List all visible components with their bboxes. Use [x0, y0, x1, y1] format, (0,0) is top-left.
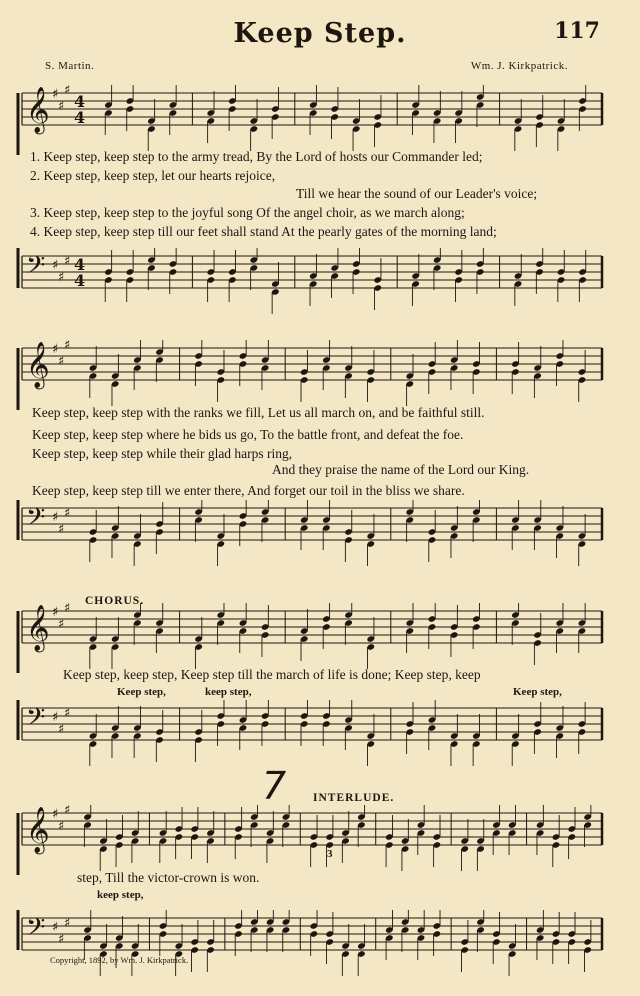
refrain-line-2: Keep step, keep step where he bids us go, To the battle front, and defeat the foe. [32, 427, 464, 442]
handwritten-annotation: 7 [262, 764, 287, 808]
triplet-mark: 3 [327, 848, 333, 860]
verse-line-2: 2. Keep step, keep step, let our hearts rejoice, [30, 168, 276, 183]
svg-text:♯: ♯ [52, 710, 59, 725]
svg-text:♯: ♯ [52, 807, 59, 822]
svg-text:𝄞: 𝄞 [26, 807, 50, 853]
svg-text:♯: ♯ [52, 87, 59, 102]
interlude-bass-words: keep step, [97, 889, 144, 901]
svg-text:𝄢: 𝄢 [26, 251, 46, 286]
svg-text:♯: ♯ [64, 340, 71, 353]
svg-text:♯: ♯ [58, 99, 65, 114]
hymn-title: Keep Step. [233, 18, 407, 49]
svg-text:♯: ♯ [58, 270, 65, 285]
svg-text:4: 4 [74, 271, 86, 290]
copyright-notice: Copyright, 1892, by Wm. J. Kirkpatrick. [50, 955, 189, 965]
svg-text:♯: ♯ [64, 254, 71, 269]
arranger-credit: Wm. J. Kirkpatrick. [470, 60, 568, 72]
system-1-treble-staff [0, 85, 640, 155]
refrain-line-4: Keep step, keep step till we enter there, And forget our toil in the bliss we share. [32, 483, 465, 498]
refrain-line-1: Keep step, keep step with the ranks we fill, Let us all march on, and be faithful still. [32, 405, 485, 420]
svg-text:♯: ♯ [58, 932, 65, 947]
refrain-line-3-cont: And they praise the name of the Lord our King. [272, 462, 530, 477]
svg-text:♯: ♯ [52, 258, 59, 273]
svg-text:𝄞: 𝄞 [26, 605, 50, 651]
svg-text:♯: ♯ [52, 605, 59, 620]
interlude-soprano-words: step, Till the victor-crown is won. [77, 870, 260, 885]
svg-text:♯: ♯ [58, 819, 65, 834]
system-4-bass-staff [0, 910, 640, 980]
svg-text:♯: ♯ [58, 354, 65, 369]
chorus-bass-word-3: Keep step, [513, 686, 562, 698]
verse-line-4: 4. Keep step, keep step till our feet shall stand At the pearly gates of the morning land; [30, 224, 497, 239]
system-2-treble-staff [0, 340, 640, 410]
svg-text:♯: ♯ [64, 85, 71, 98]
svg-text:♯: ♯ [52, 510, 59, 525]
svg-text:𝄞: 𝄞 [26, 87, 50, 133]
interlude-label: INTERLUDE. [313, 792, 395, 804]
svg-text:𝄢: 𝄢 [26, 913, 46, 948]
composer-credit: S. Martin. [45, 60, 95, 72]
system-4-treble-staff [0, 805, 640, 875]
svg-text:𝄞: 𝄞 [26, 342, 50, 388]
system-1-bass-staff [0, 248, 640, 318]
svg-text:♯: ♯ [58, 722, 65, 737]
svg-text:♯: ♯ [52, 342, 59, 357]
system-3-bass-staff [0, 700, 640, 770]
system-2-bass-staff [0, 500, 640, 570]
chorus-soprano-words: Keep step, keep step, Keep step till the march of life is done; Keep step, keep [63, 667, 481, 682]
svg-text:♯: ♯ [64, 706, 71, 721]
svg-text:𝄢: 𝄢 [26, 703, 46, 738]
svg-text:♯: ♯ [58, 617, 65, 632]
svg-text:𝄢: 𝄢 [26, 503, 46, 538]
chorus-label: CHORUS. [85, 595, 145, 607]
svg-text:♯: ♯ [64, 805, 71, 818]
svg-text:4: 4 [74, 92, 86, 111]
svg-text:♯: ♯ [64, 603, 71, 616]
verse-line-3: 3. Keep step, keep step to the joyful song Of the angel choir, as we march along; [30, 205, 465, 220]
svg-text:♯: ♯ [64, 506, 71, 521]
system-3-treble-staff [0, 603, 640, 673]
page-number: 117 [554, 18, 600, 44]
svg-text:4: 4 [74, 108, 86, 127]
svg-text:♯: ♯ [52, 920, 59, 935]
chorus-bass-word-2: keep step, [205, 686, 252, 698]
svg-text:4: 4 [74, 255, 86, 274]
svg-text:♯: ♯ [64, 916, 71, 931]
svg-text:♯: ♯ [58, 522, 65, 537]
chorus-bass-word-1: Keep step, [117, 686, 166, 698]
verse-line-1: 1. Keep step, keep step to the army tread, By the Lord of hosts our Commander led; [30, 149, 483, 164]
refrain-line-3: Keep step, keep step while their glad harps ring, [32, 446, 293, 461]
verse-line-2-cont: Till we hear the sound of our Leader's voice; [296, 186, 538, 201]
